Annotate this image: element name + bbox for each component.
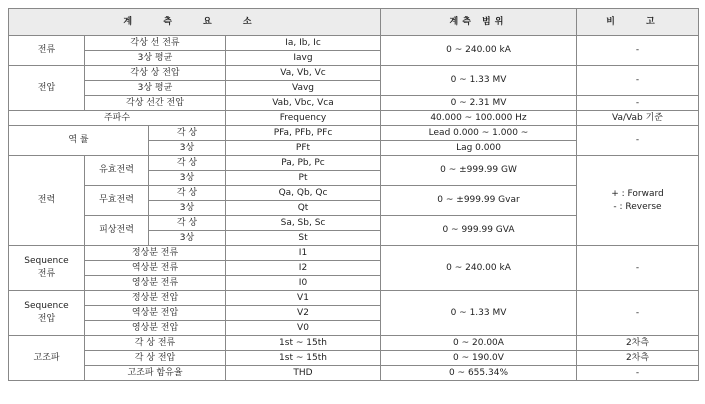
remark-cell: 2차측: [577, 351, 699, 366]
item-label: 정상분 전압: [85, 291, 226, 306]
item-label: 3상: [149, 141, 226, 156]
remark-cell: -: [577, 36, 699, 66]
item-label: 각상 선 전류: [85, 36, 226, 51]
item-label: 3상: [149, 171, 226, 186]
item-symbol: Vavg: [226, 81, 381, 96]
item-label: 역상분 전압: [85, 306, 226, 321]
range-cell: Lead 0.000 ~ 1.000 ~: [381, 126, 577, 141]
item-symbol: Pt: [226, 171, 381, 186]
item-label: 3상: [149, 231, 226, 246]
remark-cell: -: [577, 96, 699, 111]
range-cell: 40.000 ~ 100.000 Hz: [381, 111, 577, 126]
range-cell: 0 ~ 999.99 GVA: [381, 216, 577, 246]
item-symbol: Pa, Pb, Pc: [226, 156, 381, 171]
table-row: [9, 246, 699, 261]
group-line: 전류: [37, 269, 56, 279]
range-cell: 0 ~ 1.33 MV: [381, 66, 577, 96]
range-cell: 0 ~ 655.34%: [381, 366, 577, 381]
item-label: 각 상 전류: [85, 336, 226, 351]
range-cell: 0 ~ 240.00 kA: [381, 36, 577, 66]
table-row: [9, 366, 699, 381]
remark-cell: -: [577, 366, 699, 381]
remark-cell: Va/Vab 기준: [577, 111, 699, 126]
item-symbol: Qt: [226, 201, 381, 216]
table-row: [9, 156, 699, 171]
item-label: 각 상: [149, 186, 226, 201]
header-measure: 계 측 요 소: [9, 9, 381, 36]
item-symbol: THD: [226, 366, 381, 381]
item-symbol: PFa, PFb, PFc: [226, 126, 381, 141]
item-symbol: Qa, Qb, Qc: [226, 186, 381, 201]
item-label: 3상: [149, 201, 226, 216]
header-range: 계측 범위: [381, 9, 577, 36]
item-symbol: V2: [226, 306, 381, 321]
item-symbol: Iavg: [226, 51, 381, 66]
item-symbol: Vab, Vbc, Vca: [226, 96, 381, 111]
item-symbol: 1st ~ 15th: [226, 351, 381, 366]
item-symbol: PFt: [226, 141, 381, 156]
item-symbol: I2: [226, 261, 381, 276]
item-label: 고조파 함유율: [85, 366, 226, 381]
item-symbol: Sa, Sb, Sc: [226, 216, 381, 231]
group-line: Sequence: [24, 301, 69, 311]
item-label: 각 상 전압: [85, 351, 226, 366]
range-cell: 0 ~ ±999.99 GW: [381, 156, 577, 186]
range-cell: 0 ~ 190.0V: [381, 351, 577, 366]
remark-cell: -: [577, 126, 699, 156]
table-row: [9, 111, 699, 126]
table-row: [9, 126, 699, 141]
group-harmonics: 고조파: [9, 336, 85, 381]
item-label: 영상분 전압: [85, 321, 226, 336]
item-symbol: 1st ~ 15th: [226, 336, 381, 351]
table-row: [9, 36, 699, 51]
item-label: 각상 선간 전압: [85, 96, 226, 111]
item-symbol: I0: [226, 276, 381, 291]
table-row: [9, 351, 699, 366]
range-cell: 0 ~ 20.00A: [381, 336, 577, 351]
range-cell: 0 ~ ±999.99 Gvar: [381, 186, 577, 216]
item-symbol: Frequency: [226, 111, 381, 126]
group-power-factor: 역 률: [9, 126, 149, 156]
group-voltage: 전압: [9, 66, 85, 111]
group-current: 전류: [9, 36, 85, 66]
item-symbol: I1: [226, 246, 381, 261]
subgroup-reactive-power: 무효전력: [85, 186, 149, 216]
item-label: 정상분 전류: [85, 246, 226, 261]
group-sequence-voltage: [9, 291, 85, 336]
item-symbol: V0: [226, 321, 381, 336]
remark-cell: -: [577, 246, 699, 291]
remark-cell: 2차측: [577, 336, 699, 351]
item-symbol: V1: [226, 291, 381, 306]
item-label: 주파수: [9, 111, 226, 126]
item-label: 각 상: [149, 156, 226, 171]
range-cell: Lag 0.000: [381, 141, 577, 156]
item-label: 3상 평균: [85, 81, 226, 96]
table-row: [9, 66, 699, 81]
remark-reverse: - : Reverse: [613, 201, 662, 212]
table-row: [9, 96, 699, 111]
remark-cell: -: [577, 291, 699, 336]
range-cell: 0 ~ 1.33 MV: [381, 291, 577, 336]
measurement-spec-table: [8, 8, 699, 381]
header-row: [9, 9, 699, 36]
table-row: [9, 336, 699, 351]
subgroup-apparent-power: 피상전력: [85, 216, 149, 246]
item-label: 3상 평균: [85, 51, 226, 66]
group-sequence-current: [9, 246, 85, 291]
item-label: 각 상: [149, 126, 226, 141]
item-label: 영상분 전류: [85, 276, 226, 291]
remark-cell: -: [577, 66, 699, 96]
group-line: 전압: [37, 314, 56, 324]
item-symbol: Va, Vb, Vc: [226, 66, 381, 81]
item-label: 각상 상 전압: [85, 66, 226, 81]
table-row: [9, 291, 699, 306]
header-remark: 비 고: [577, 9, 699, 36]
group-power: 전력: [9, 156, 85, 246]
item-label: 역상분 전류: [85, 261, 226, 276]
subgroup-active-power: 유효전력: [85, 156, 149, 186]
item-label: 각 상: [149, 216, 226, 231]
item-symbol: Ia, Ib, Ic: [226, 36, 381, 51]
range-cell: 0 ~ 240.00 kA: [381, 246, 577, 291]
range-cell: 0 ~ 2.31 MV: [381, 96, 577, 111]
group-line: Sequence: [24, 256, 69, 266]
item-symbol: St: [226, 231, 381, 246]
remark-forward: + : Forward: [611, 188, 664, 199]
remark-power: [577, 156, 699, 246]
